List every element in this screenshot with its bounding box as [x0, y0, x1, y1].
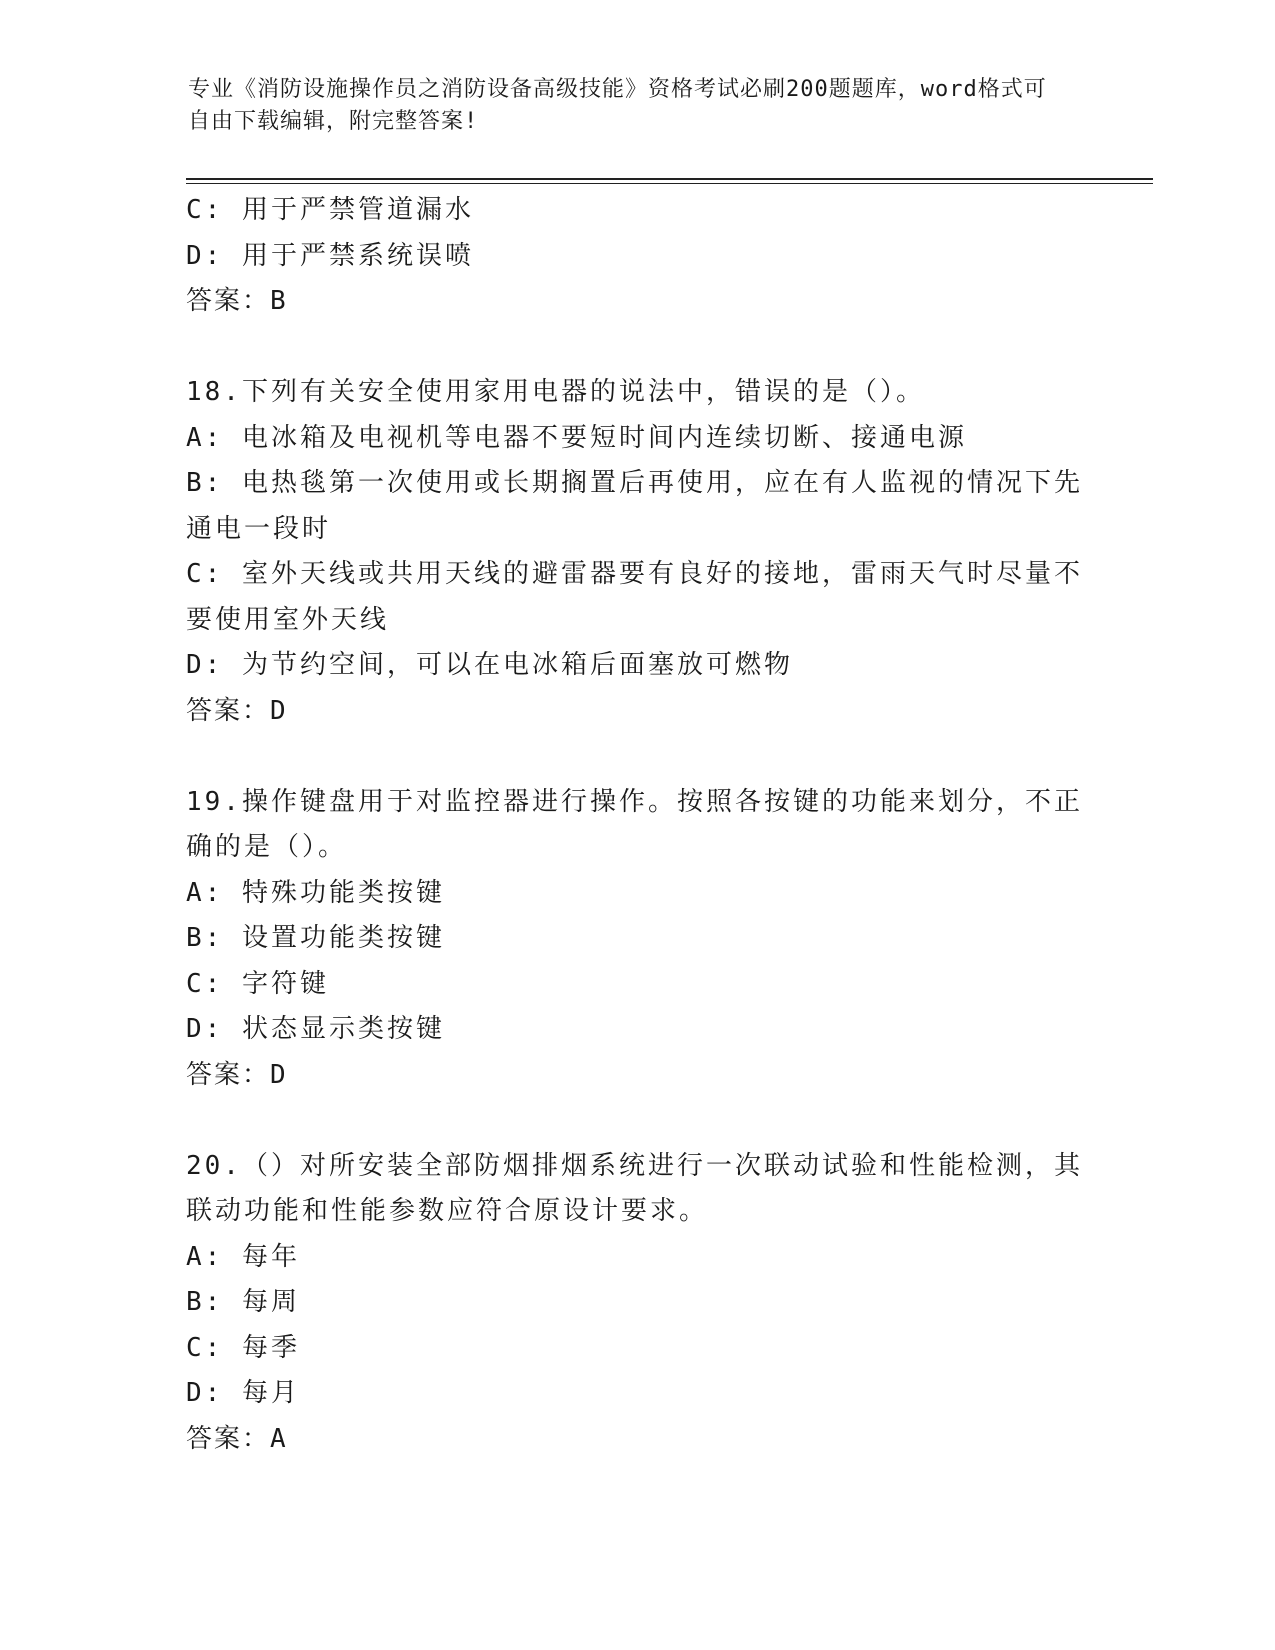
- option-b: B: 电热毯第一次使用或长期搁置后再使用，应在有人监视的情况下先: [186, 468, 1083, 498]
- question-19: [186, 780, 1086, 1099]
- answer-line: [186, 689, 1086, 735]
- option-d: D: 状态显示类按键: [186, 1014, 445, 1044]
- answer-label: 答案：: [186, 1059, 271, 1090]
- header-rule-thick: [186, 178, 1153, 180]
- question-17-continued: [186, 188, 1086, 325]
- question-stem: 18.下列有关安全使用家用电器的说法中，错误的是（）。: [186, 377, 925, 407]
- question-stem: 19.操作键盘用于对监控器进行操作。按照各按键的功能来划分，不正: [186, 786, 1083, 817]
- answer-value: D: [270, 695, 289, 726]
- question-stem: 20.（）对所安装全部防烟排烟系统进行一次联动试验和性能检测，其: [186, 1150, 1083, 1181]
- document-header: 专业《消防设施操作员之消防设备高级技能》资格考试必刷200题题库，word格式可自由下载编辑，附完整答案!: [188, 77, 1047, 134]
- spacer: [186, 325, 1086, 371]
- answer-value: B: [270, 286, 289, 316]
- answer-value: D: [270, 1059, 289, 1090]
- option-a: A: 每年: [186, 1241, 300, 1272]
- answer-line: [186, 1417, 1086, 1463]
- question-20: [186, 1144, 1086, 1463]
- option-b-continued: 通电一段时: [186, 513, 332, 544]
- option-c: C: 室外天线或共用天线的避雷器要有良好的接地，雷雨天气时尽量不: [186, 559, 1083, 589]
- question-stem-continued: 确的是（）。: [186, 832, 348, 862]
- question-list: [186, 188, 1086, 1462]
- option-d: D: 每月: [186, 1378, 300, 1408]
- option-b: B: 每周: [186, 1287, 300, 1317]
- option-a: A: 电冰箱及电视机等电器不要短时间内连续切断、接通电源: [186, 422, 967, 453]
- option-c: C: 字符键: [186, 968, 329, 999]
- option-c: C: 每季: [186, 1332, 300, 1363]
- answer-label: 答案：: [186, 286, 271, 316]
- header-rule-thin: [186, 183, 1153, 184]
- option-d: D: 用于严禁系统误喷: [186, 240, 474, 271]
- option-c-continued: 要使用室外天线: [186, 604, 390, 635]
- question-stem-continued: 联动功能和性能参数应符合原设计要求。: [186, 1196, 709, 1226]
- question-18: [186, 370, 1086, 734]
- answer-line: [186, 1053, 1086, 1099]
- option-a: A: 特殊功能类按键: [186, 877, 445, 908]
- spacer: [186, 734, 1086, 780]
- answer-label: 答案：: [186, 695, 271, 726]
- spacer: [186, 1098, 1086, 1144]
- option-d: D: 为节约空间，可以在电冰箱后面塞放可燃物: [186, 650, 793, 680]
- answer-label: 答案：: [186, 1423, 271, 1454]
- answer-value: A: [270, 1423, 289, 1454]
- answer-line: [186, 279, 1086, 325]
- option-c: C: 用于严禁管道漏水: [186, 195, 474, 225]
- option-b: B: 设置功能类按键: [186, 923, 445, 953]
